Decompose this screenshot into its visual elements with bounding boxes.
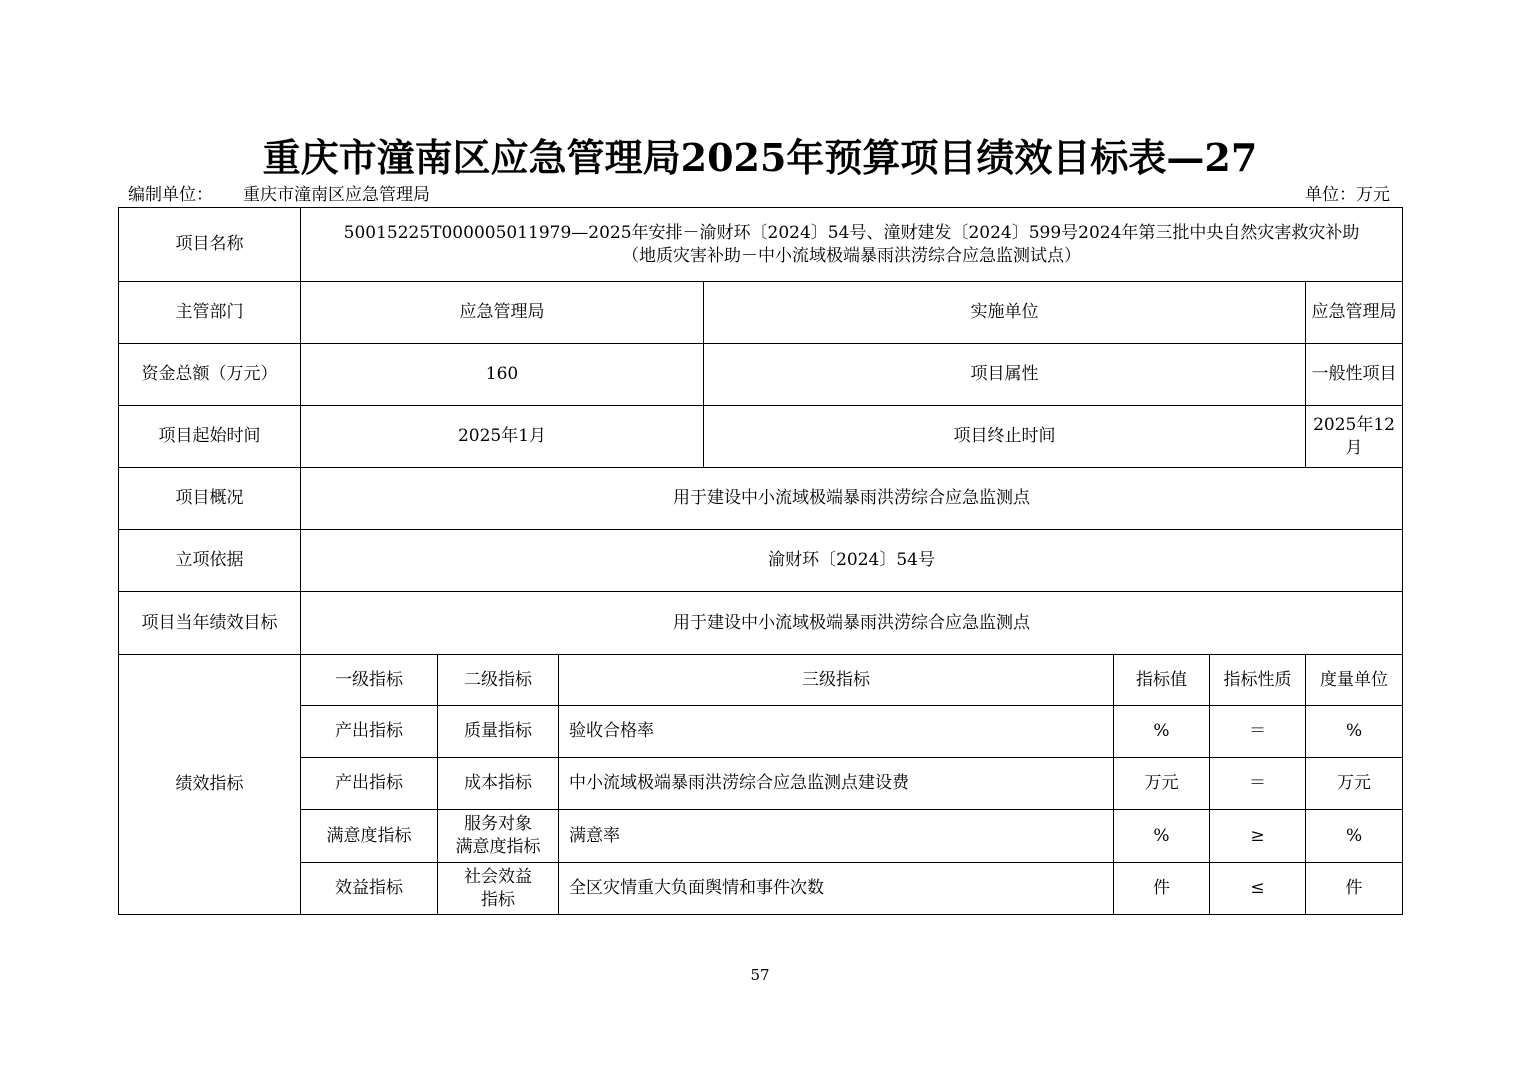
value-cell: 件 [1114, 863, 1210, 915]
row-funds [119, 344, 1403, 406]
goal-value: 用于建设中小流域极端暴雨洪涝综合应急监测点 [301, 592, 1403, 655]
funds-label: 资金总额（万元） [119, 344, 301, 406]
row-department [119, 282, 1403, 344]
indicators-label: 绩效指标 [119, 655, 301, 915]
performance-table [118, 207, 1403, 915]
end-label: 项目终止时间 [704, 406, 1306, 468]
row-overview [119, 468, 1403, 530]
l2-line1: 社会效益 [464, 866, 532, 887]
attr-value: 一般性项目 [1306, 344, 1403, 406]
basis-value: 渝财环〔2024〕54号 [301, 530, 1403, 592]
value-cell: % [1114, 810, 1210, 863]
project-name-line1: 50015225T000005011979—2025年安排－渝财环〔2024〕54号、潼财建发〔2024〕599号2024年第三批中央自然灾害救灾补助 [343, 222, 1360, 243]
nature-cell: ＝ [1210, 706, 1306, 758]
goal-label: 项目当年绩效目标 [119, 592, 301, 655]
start-value: 2025年1月 [301, 406, 704, 468]
nature-cell: ＝ [1210, 758, 1306, 810]
attr-label: 项目属性 [704, 344, 1306, 406]
table-row [119, 706, 1403, 758]
overview-label: 项目概况 [119, 468, 301, 530]
funds-value: 160 [301, 344, 704, 406]
header-nature: 指标性质 [1210, 655, 1306, 706]
l3-cell: 满意率 [559, 810, 1114, 863]
basis-label: 立项依据 [119, 530, 301, 592]
row-dates [119, 406, 1403, 468]
l2-line1: 服务对象 [464, 814, 532, 834]
row-basis [119, 530, 1403, 592]
l1-cell: 满意度指标 [301, 810, 438, 863]
end-value: 2025年12月 [1306, 406, 1403, 468]
unit-cell: % [1306, 706, 1403, 758]
table-row [119, 863, 1403, 915]
project-name-label: 项目名称 [119, 208, 301, 282]
page-number: 57 [750, 966, 770, 984]
row-goal [119, 592, 1403, 655]
value-cell: % [1114, 706, 1210, 758]
header-l3: 三级指标 [559, 655, 1114, 706]
header-unit: 度量单位 [1306, 655, 1403, 706]
unit-label: 单位：万元 [1305, 185, 1390, 205]
org-label: 编制单位： [128, 185, 213, 205]
unit-cell: % [1306, 810, 1403, 863]
org-line [128, 184, 430, 206]
table-row [119, 810, 1403, 863]
overview-value: 用于建设中小流域极端暴雨洪涝综合应急监测点 [301, 468, 1403, 530]
dept-label: 主管部门 [119, 282, 301, 344]
l2-cell [438, 810, 559, 863]
indicator-header-row [119, 655, 1403, 706]
l2-line2: 指标 [481, 889, 515, 910]
impl-label: 实施单位 [704, 282, 1306, 344]
value-cell: 万元 [1114, 758, 1210, 810]
l2-cell [438, 863, 559, 915]
org-value: 重庆市潼南区应急管理局 [243, 185, 430, 205]
nature-cell: ≤ [1210, 863, 1306, 915]
l3-cell: 中小流域极端暴雨洪涝综合应急监测点建设费 [559, 758, 1114, 810]
l1-cell: 产出指标 [301, 706, 438, 758]
l1-cell: 效益指标 [301, 863, 438, 915]
dept-value: 应急管理局 [301, 282, 704, 344]
l2-line2: 满意度指标 [455, 837, 541, 857]
header-l1: 一级指标 [301, 655, 438, 706]
table-row [119, 758, 1403, 810]
l2-cell: 成本指标 [438, 758, 559, 810]
unit-cell: 件 [1306, 863, 1403, 915]
start-label: 项目起始时间 [119, 406, 301, 468]
header-l2: 二级指标 [438, 655, 559, 706]
project-name-line2: （地质灾害补助－中小流域极端暴雨洪涝综合应急监测试点） [622, 245, 1082, 266]
project-name-value [301, 208, 1403, 282]
l3-cell: 全区灾情重大负面舆情和事件次数 [559, 863, 1114, 915]
l2-cell: 质量指标 [438, 706, 559, 758]
page-title: 重庆市潼南区应急管理局2025年预算项目绩效目标表—27 [262, 135, 1258, 180]
nature-cell: ≥ [1210, 810, 1306, 863]
header-value: 指标值 [1114, 655, 1210, 706]
l3-cell: 验收合格率 [559, 706, 1114, 758]
l1-cell: 产出指标 [301, 758, 438, 810]
row-project-name [119, 208, 1403, 282]
unit-cell: 万元 [1306, 758, 1403, 810]
impl-value: 应急管理局 [1306, 282, 1403, 344]
